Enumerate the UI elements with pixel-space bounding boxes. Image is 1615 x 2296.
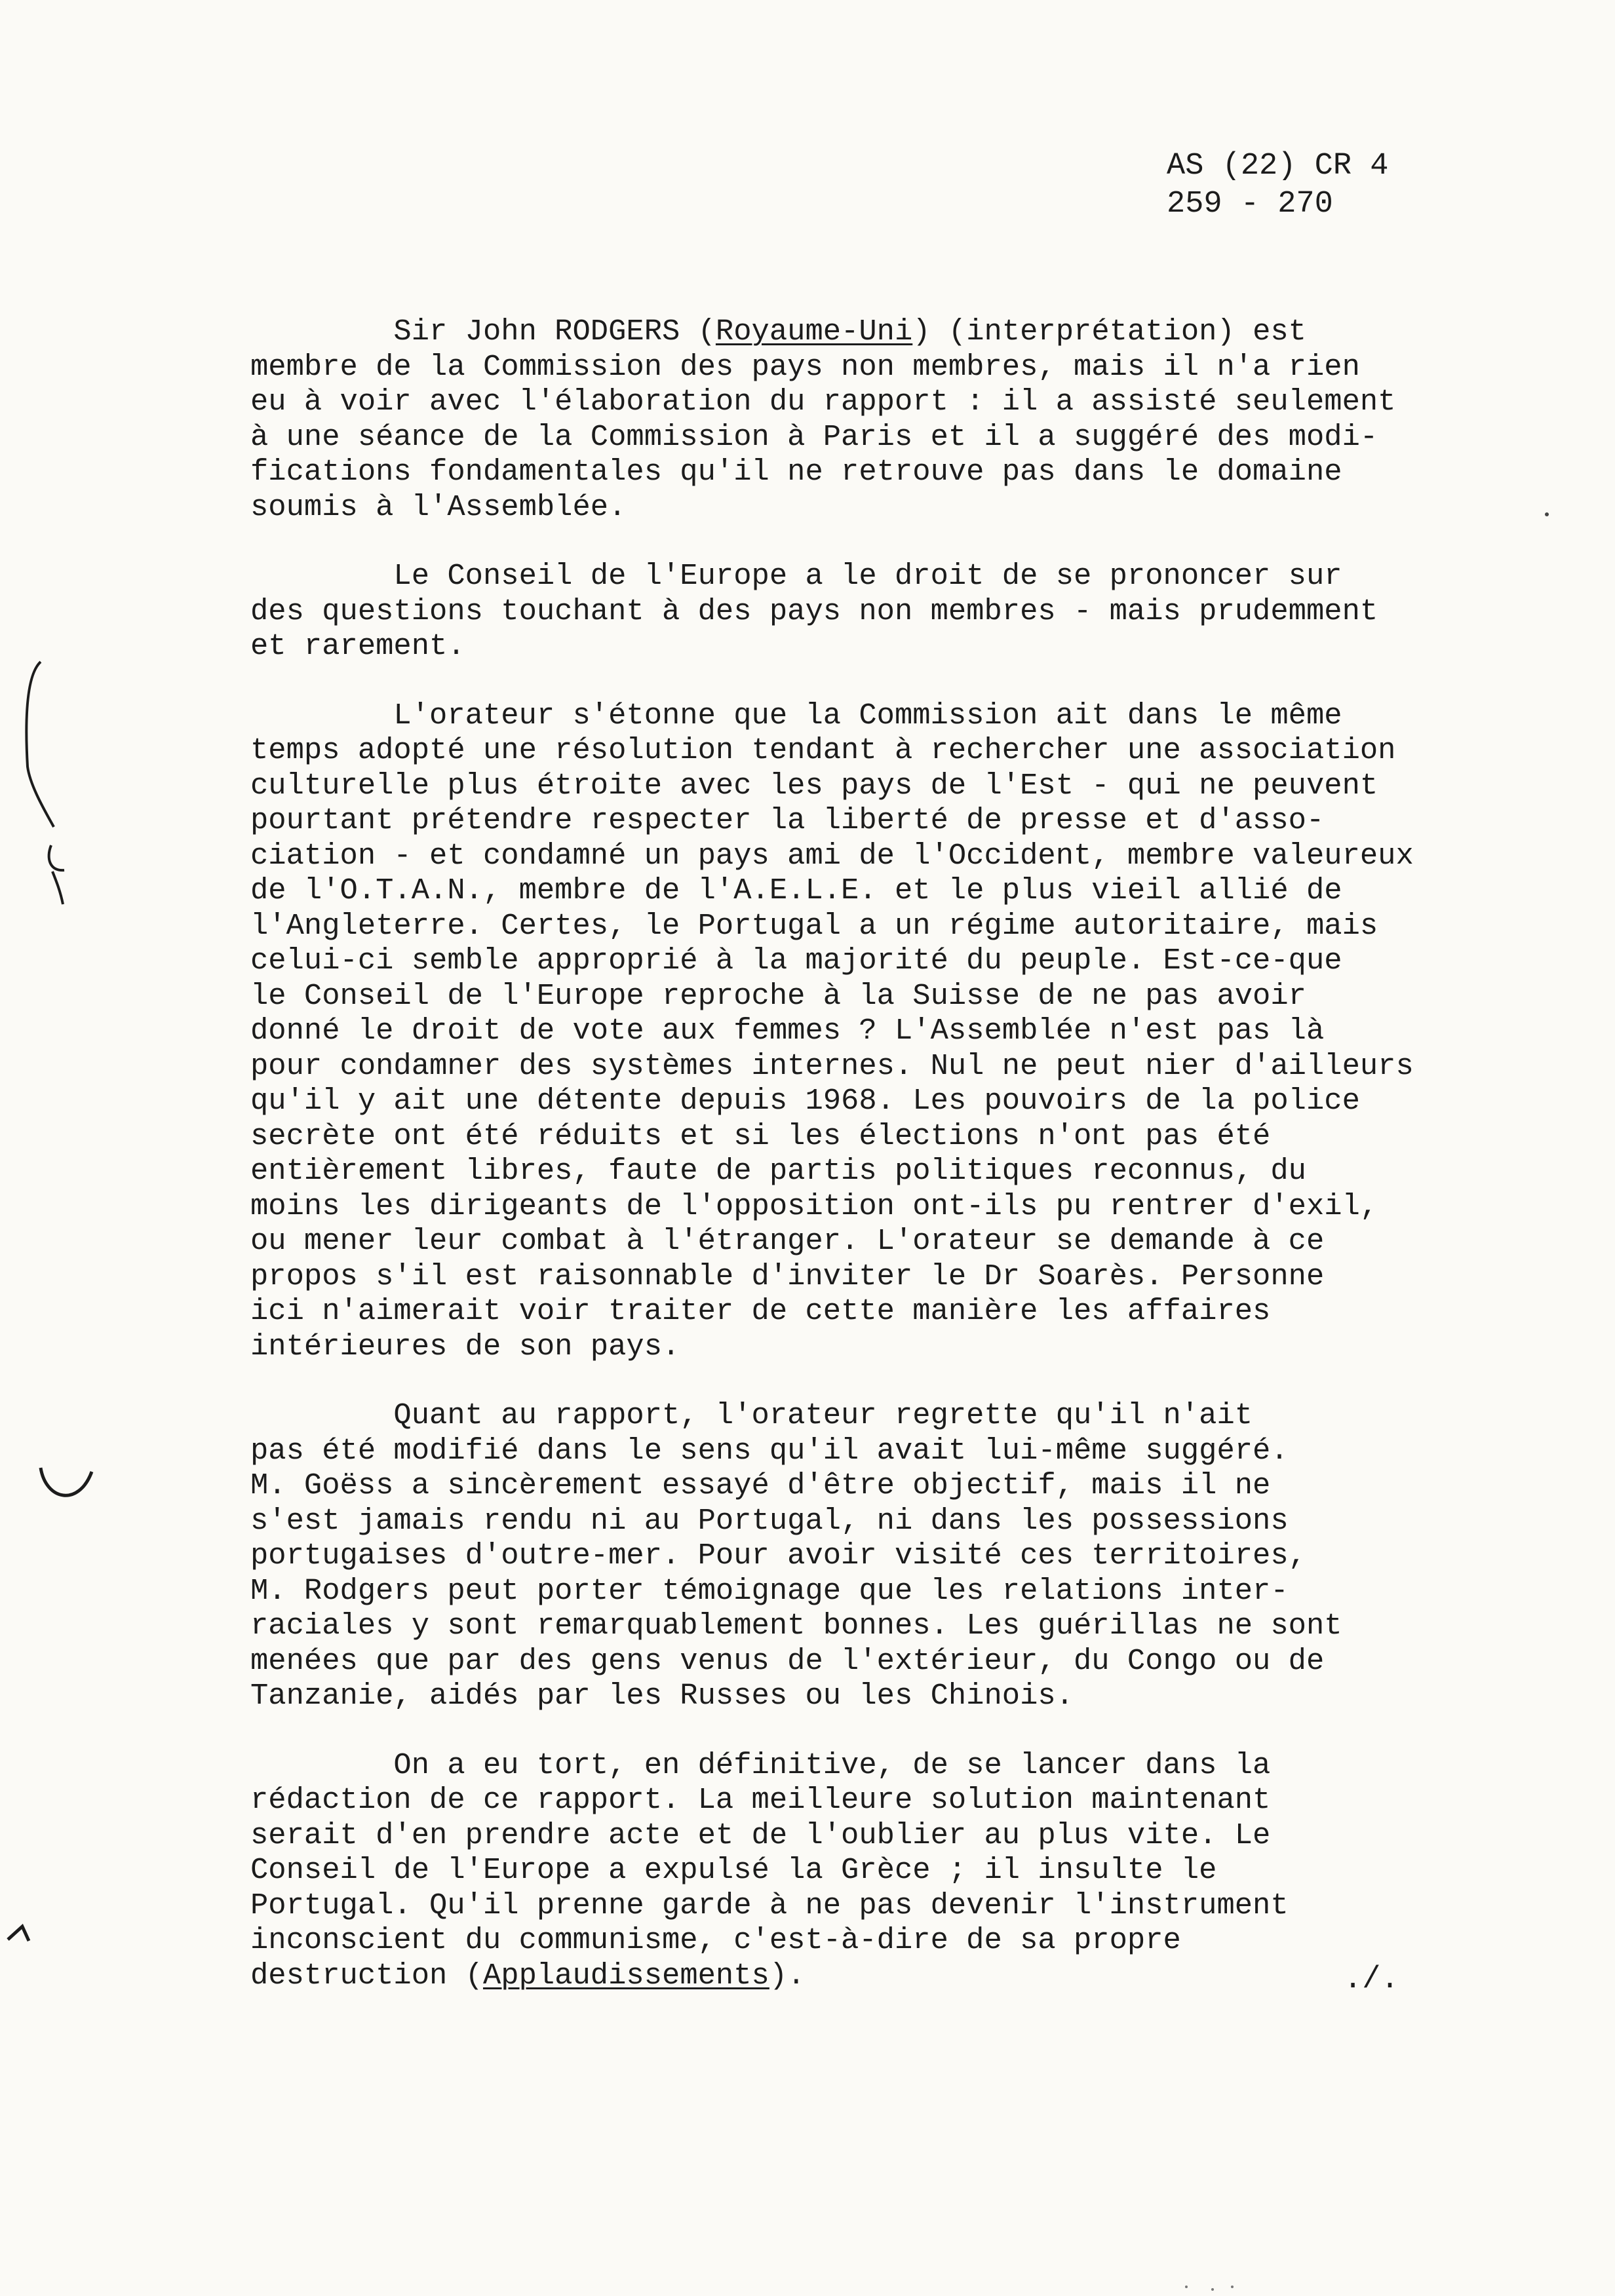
text-segment: culturelle plus étroite avec les pays de l'Est - qui ne peuvent (250, 768, 1378, 803)
text-segment: Sir John RODGERS ( (250, 315, 716, 349)
text-segment: secrète ont été réduits et si les élections n'ont pas été (250, 1119, 1271, 1153)
text-line (250, 1049, 1535, 1084)
text-segment: qu'il y ait une détente depuis 1968. Les pouvoirs de la police (250, 1084, 1360, 1118)
paragraph (250, 1748, 1535, 1994)
text-segment: rédaction de ce rapport. La meilleure solution maintenant (250, 1783, 1271, 1817)
margin-tick-mark (8, 1926, 29, 1941)
text-segment: serait d'en prendre acte et de l'oublier au plus vite. Le (250, 1818, 1271, 1852)
document-reference (1167, 147, 1388, 223)
text-line (250, 803, 1535, 839)
paragraph (250, 1398, 1535, 1714)
text-line (250, 1853, 1535, 1888)
text-segment: menées que par des gens venus de l'extérieur, du Congo ou de (250, 1643, 1325, 1678)
underlined-text: Royaume-Uni (715, 315, 913, 349)
text-segment: temps adopté une résolution tendant à rechercher une association (250, 733, 1396, 767)
reference-line-2: 259 - 270 (1167, 187, 1333, 221)
text-line (250, 1959, 1535, 1994)
text-segment: donné le droit de vote aux femmes ? L'Assemblée n'est pas là (250, 1014, 1325, 1048)
text-segment: des questions touchant à des pays non membres - mais prudemment (250, 594, 1378, 628)
text-segment: Conseil de l'Europe a expulsé la Grèce ; il insulte le (250, 1853, 1217, 1887)
text-line (250, 1330, 1535, 1365)
text-segment: Quant au rapport, l'orateur regrette qu'il n'ait (250, 1398, 1253, 1432)
text-line (250, 1818, 1535, 1854)
underlined-text: Applaudissements (482, 1958, 769, 1993)
text-line (250, 979, 1535, 1014)
text-segment: intérieures de son pays. (250, 1329, 680, 1364)
text-line (250, 455, 1535, 490)
text-line (250, 839, 1535, 874)
text-segment: propos s'il est raisonnable d'inviter le Dr Soarès. Personne (250, 1259, 1325, 1293)
text-line (250, 1224, 1535, 1259)
text-line (250, 1119, 1535, 1155)
text-line (250, 1539, 1535, 1574)
text-segment: ici n'aimerait voir traiter de cette manière les affaires (250, 1294, 1271, 1328)
text-line (250, 873, 1535, 909)
text-line (250, 1154, 1535, 1189)
text-segment: pour condamner des systèmes internes. Nul ne peut nier d'ailleurs (250, 1048, 1414, 1083)
text-segment: fications fondamentales qu'il ne retrouve pas dans le domaine (250, 455, 1342, 489)
text-segment: eu à voir avec l'élaboration du rapport : il a assisté seulement (250, 385, 1396, 419)
text-segment: L'orateur s'étonne que la Commission ait dans le même (250, 698, 1342, 733)
text-line (250, 629, 1535, 664)
text-segment: M. Rodgers peut porter témoignage que les relations inter- (250, 1573, 1289, 1608)
text-segment: M. Goëss a sincèrement essayé d'être objectif, mais il ne (250, 1468, 1271, 1502)
margin-curve-mark (41, 1468, 92, 1495)
text-line (250, 315, 1535, 350)
text-segment: raciales y sont remarquablement bonnes. Les guérillas ne sont (250, 1609, 1342, 1643)
text-line (250, 1259, 1535, 1295)
text-line (250, 420, 1535, 455)
text-line (250, 1679, 1535, 1714)
paragraph (250, 698, 1535, 1365)
text-line (250, 944, 1535, 979)
text-segment: s'est jamais rendu ni au Portugal, ni dans les possessions (250, 1503, 1289, 1538)
text-segment: de l'O.T.A.N., membre de l'A.E.L.E. et le plus vieil allié de (250, 873, 1342, 908)
text-line (250, 1923, 1535, 1959)
text-line (250, 1888, 1535, 1924)
text-line (250, 1084, 1535, 1119)
margin-hook-mark (49, 845, 64, 904)
text-segment: à une séance de la Commission à Paris et il a suggéré des modi- (250, 419, 1378, 454)
text-segment: membre de la Commission des pays non membres, mais il n'a rien (250, 349, 1360, 384)
text-line (250, 559, 1535, 594)
text-line (250, 733, 1535, 769)
text-segment: ciation - et condamné un pays ami de l'Occident, membre valeureux (250, 838, 1414, 873)
text-segment: ou mener leur combat à l'étranger. L'orateur se demande à ce (250, 1224, 1325, 1258)
text-segment: et rarement. (250, 629, 465, 663)
text-segment: Tanzanie, aidés par les Russes ou les Chinois. (250, 1679, 1074, 1713)
text-segment: pourtant prétendre respecter la liberté de presse et d'asso- (250, 803, 1325, 837)
text-segment: Portugal. Qu'il prenne garde à ne pas devenir l'instrument (250, 1888, 1289, 1923)
text-segment: destruction ( (250, 1958, 483, 1993)
text-line (250, 1398, 1535, 1434)
text-segment: moins les dirigeants de l'opposition ont-ils pu rentrer d'exil, (250, 1189, 1378, 1223)
text-segment: ). (769, 1958, 806, 1993)
text-line (250, 1609, 1535, 1644)
reference-line-1: AS (22) CR 4 (1167, 149, 1389, 183)
text-line (250, 1468, 1535, 1504)
paragraph (250, 315, 1535, 525)
text-line (250, 1574, 1535, 1609)
text-line (250, 1294, 1535, 1330)
text-line (250, 1748, 1535, 1784)
text-segment: entièrement libres, faute de partis politiques reconnus, du (250, 1154, 1306, 1188)
text-segment: inconscient du communisme, c'est-à-dire de sa propre (250, 1923, 1181, 1957)
text-line (250, 1434, 1535, 1469)
text-line (250, 1644, 1535, 1679)
text-segment: On a eu tort, en définitive, de se lancer dans la (250, 1748, 1271, 1782)
text-line (250, 1783, 1535, 1818)
text-line (250, 909, 1535, 944)
text-line (250, 698, 1535, 734)
text-line (250, 769, 1535, 804)
text-segment: pas été modifié dans le sens qu'il avait lui-même suggéré. (250, 1433, 1289, 1468)
text-segment: le Conseil de l'Europe reproche à la Suisse de ne pas avoir (250, 978, 1306, 1013)
text-line (250, 594, 1535, 630)
text-line (250, 1014, 1535, 1049)
continuation-mark: ./. (1344, 1962, 1399, 1997)
text-segment: soumis à l'Assemblée. (250, 489, 627, 524)
text-segment: portugaises d'outre-mer. Pour avoir visité ces territoires, (250, 1539, 1306, 1573)
text-segment: ) (interprétation) est (912, 315, 1306, 349)
text-segment: Le Conseil de l'Europe a le droit de se prononcer sur (250, 559, 1342, 593)
text-line (250, 1504, 1535, 1539)
text-line (250, 1189, 1535, 1225)
margin-bracket-mark (26, 662, 54, 827)
text-line (250, 350, 1535, 385)
text-segment: l'Angleterre. Certes, le Portugal a un régime autoritaire, mais (250, 908, 1378, 943)
text-line (250, 385, 1535, 420)
paragraph (250, 559, 1535, 664)
text-segment: celui-ci semble approprié à la majorité du peuple. Est-ce-que (250, 944, 1342, 978)
text-line (250, 490, 1535, 526)
document-body (250, 315, 1535, 2027)
